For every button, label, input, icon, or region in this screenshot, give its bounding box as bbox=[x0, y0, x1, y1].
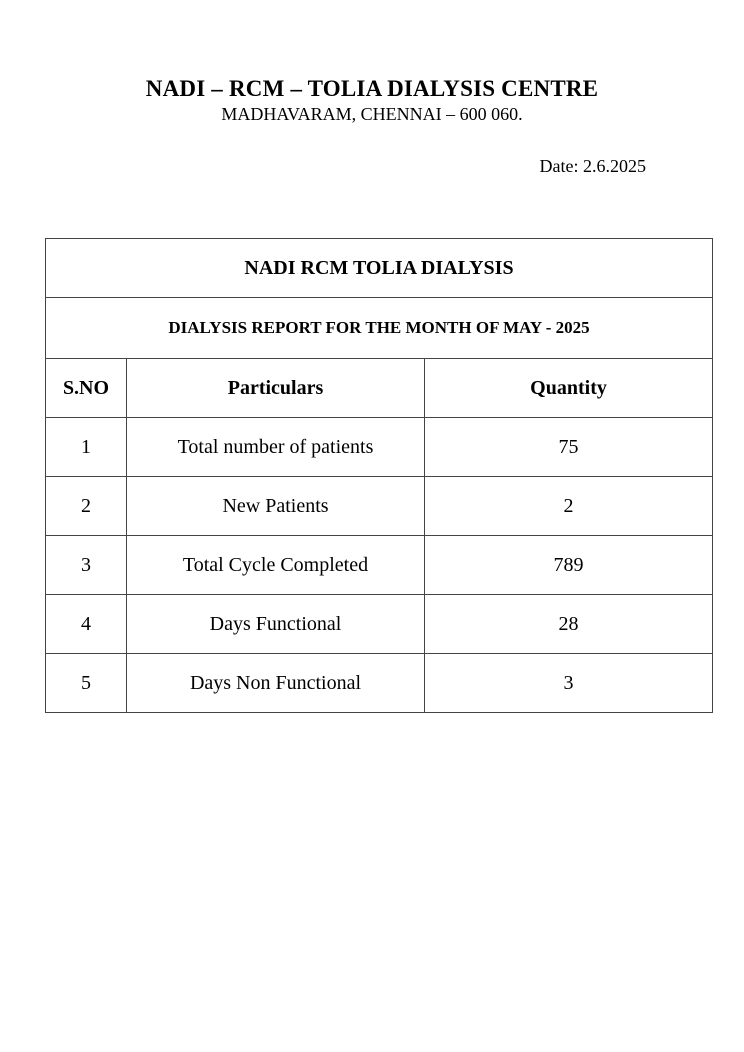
row-sno: 4 bbox=[46, 595, 127, 654]
table-subtitle-row bbox=[46, 298, 713, 359]
table-title: NADI RCM TOLIA DIALYSIS bbox=[46, 239, 713, 298]
column-header-particulars: Particulars bbox=[127, 359, 425, 418]
table-header-row bbox=[46, 359, 713, 418]
row-particular: Days Functional bbox=[127, 595, 425, 654]
row-sno: 5 bbox=[46, 654, 127, 713]
table-subtitle: DIALYSIS REPORT FOR THE MONTH OF MAY - 2025 bbox=[46, 298, 713, 359]
dialysis-report-table bbox=[45, 238, 713, 713]
row-sno: 2 bbox=[46, 477, 127, 536]
row-quantity: 75 bbox=[425, 418, 713, 477]
table-row bbox=[46, 595, 713, 654]
row-quantity: 28 bbox=[425, 595, 713, 654]
table-row bbox=[46, 654, 713, 713]
column-header-quantity: Quantity bbox=[425, 359, 713, 418]
organization-address: MADHAVARAM, CHENNAI – 600 060. bbox=[221, 104, 523, 124]
column-header-sno: S.NO bbox=[46, 359, 127, 418]
row-particular: Days Non Functional bbox=[127, 654, 425, 713]
row-sno: 1 bbox=[46, 418, 127, 477]
row-particular: Total Cycle Completed bbox=[127, 536, 425, 595]
table-row bbox=[46, 477, 713, 536]
table-row bbox=[46, 536, 713, 595]
row-particular: Total number of patients bbox=[127, 418, 425, 477]
organization-title: NADI – RCM – TOLIA DIALYSIS CENTRE bbox=[145, 76, 599, 101]
row-sno: 3 bbox=[46, 536, 127, 595]
row-particular: New Patients bbox=[127, 477, 425, 536]
table-title-row bbox=[46, 239, 713, 298]
report-date: Date: 2.6.2025 bbox=[539, 156, 646, 176]
row-quantity: 2 bbox=[425, 477, 713, 536]
row-quantity: 789 bbox=[425, 536, 713, 595]
table-row bbox=[46, 418, 713, 477]
row-quantity: 3 bbox=[425, 654, 713, 713]
